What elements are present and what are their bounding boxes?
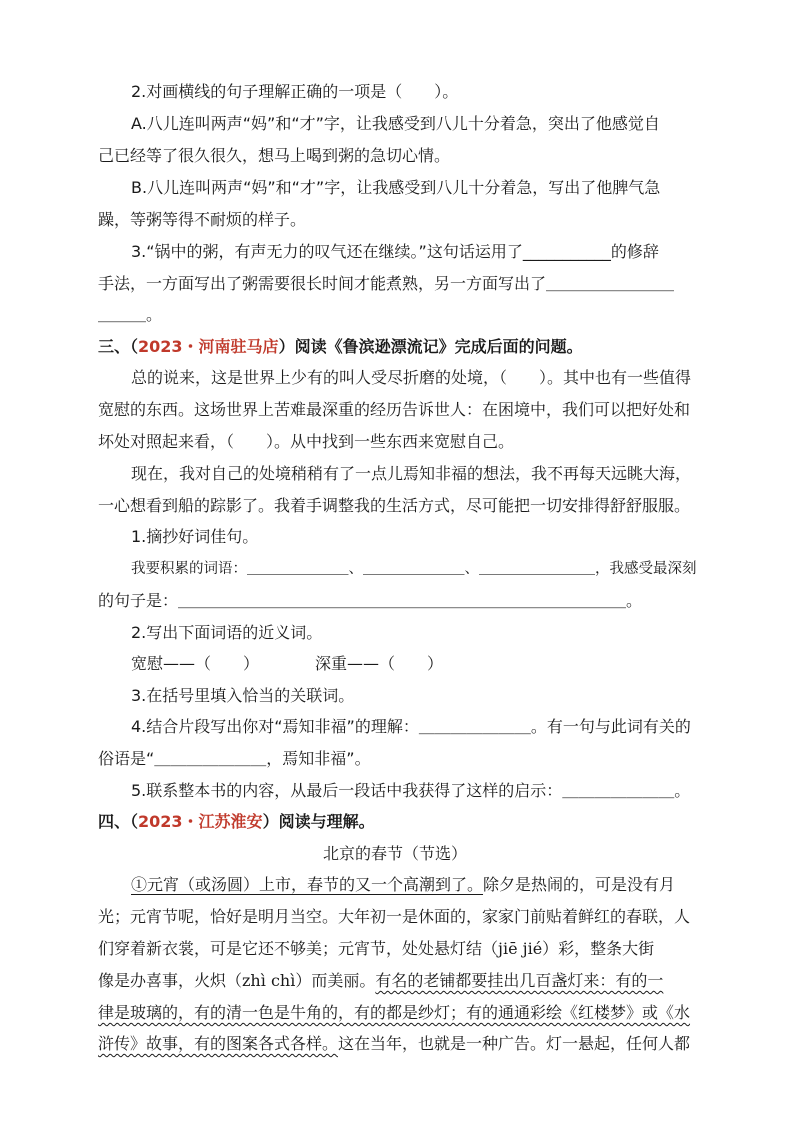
- section-4-heading: [98, 811, 375, 833]
- option-b-line-1: B.八儿连叫两声“妈”和“才”字，让我感受到八儿十分着急，写出了他脾气急: [131, 178, 661, 197]
- wavy-underlined-text: 有名的老铺都要挂出几百盏灯来：有的一: [375, 971, 664, 990]
- passage-line: [98, 1002, 690, 1024]
- wavy-underlined-text: 律是玻璃的，有的清一色是牛角的，有的都是纱灯；有的通通彩绘《红楼梦》或《水: [98, 1003, 691, 1022]
- section-3-heading: [98, 336, 583, 358]
- question-2: 2.对画横线的句子理解正确的一项是（ ）。: [131, 82, 459, 101]
- section-3-number: 三、（: [98, 337, 139, 356]
- passage-line: 像是办喜事，火炽（zhì chì）而美丽。有名的老铺都要挂出几百盏灯来：有的一: [98, 971, 664, 990]
- section-3-title: ）阅读《鲁滨逊漂流记》完成后面的问题。: [278, 337, 583, 356]
- passage-line: 坏处对照起来看，（ ）。从中找到一些东西来宽慰自己。: [98, 432, 515, 451]
- s3-question-4-line-2: 俗语是“＿＿＿＿＿＿＿，焉知非福”。: [98, 749, 371, 768]
- passage-line: 们穿着新衣裳，可是它还不够美；元宵节，处处悬灯结（jiē jié）彩，整条大街: [98, 939, 655, 958]
- option-a-line-1: A.八儿连叫两声“妈”和“才”字，让我感受到八儿十分着急，突出了他感觉自: [131, 114, 660, 133]
- passage-line: 光；元宵节呢，恰好是明月当空。大年初一是休面的，家家门前贴着鲜红的春联，人: [98, 907, 691, 926]
- passage-line: 总的说来，这是世界上少有的叫人受尽折磨的处境，（ ）。其中也有一些值得: [131, 368, 692, 387]
- passage-line: 宽慰的东西。这场世界上苦难最深重的经历告诉世人：在困境中，我们可以把好处和: [98, 400, 691, 419]
- s3-question-2-line: 宽慰——（ ） 深重——（ ）: [131, 654, 444, 673]
- s3-question-1: 1.摘抄好词佳句。: [131, 527, 259, 546]
- section-4-number: 四、（: [98, 812, 139, 831]
- passage-line: ①元宵（或汤圆）上市，春节的又一个高潮到了。除夕是热闹的，可是没有月: [131, 875, 676, 894]
- passage-line: 浒传》故事，有的图案各式各样。这在当年，也就是一种广告。灯一悬起，任何人都: [98, 1034, 691, 1053]
- option-a-line-2: 己已经等了很久很久，想马上喝到粥的急切心情。: [98, 146, 451, 165]
- s3-question-2: 2.写出下面词语的近义词。: [131, 623, 323, 642]
- section-4-source: 2023・江苏淮安: [138, 812, 263, 831]
- passage-line: 一心想看到船的踪影了。我着手调整我的生活方式，尽可能把一切安排得舒舒服服。: [98, 496, 691, 515]
- section-4-title: ）阅读与理解。: [262, 812, 375, 831]
- s3-question-5: 5.联系整本书的内容，从最后一段话中我获得了这样的启示：＿＿＿＿＿＿＿。: [131, 781, 691, 800]
- s3-question-3: 3.在括号里填入恰当的关联词。: [131, 686, 355, 705]
- question-3-line-1: 3.“锅中的粥，有声无力的叹气还在继续。”这句话运用了___________的修辞: [131, 242, 659, 261]
- underlined-sentence: ①元宵（或汤圆）上市，春节的又一个高潮到了。: [131, 875, 484, 894]
- passage-line: 现在，我对自己的处境稍稍有了一点儿焉知非福的想法，我不再每天远眺大海，: [131, 464, 692, 483]
- option-b-line-2: 躁，等粥等得不耐烦的样子。: [98, 210, 307, 229]
- section-3-source: 2023・河南驻马店: [138, 337, 279, 356]
- question-3-line-2: 手法，一方面写出了粥需要很长时间才能煮熟，另一方面写出了＿＿＿＿＿＿＿＿: [98, 274, 675, 293]
- s3-question-4-line-1: 4.结合片段写出你对“焉知非福”的理解：＿＿＿＿＿＿＿。有一句与此词有关的: [131, 717, 691, 736]
- s3-question-1-line-2: 的句子是：＿＿＿＿＿＿＿＿＿＿＿＿＿＿＿＿＿＿＿＿＿＿＿＿＿＿＿＿。: [98, 591, 643, 610]
- s3-question-1-line-1: 我要积累的词语：＿＿＿＿＿＿＿、＿＿＿＿＿＿＿、＿＿＿＿＿＿＿＿，我感受最深刻: [131, 561, 697, 577]
- question-3-line-3: ＿＿＿。: [98, 305, 163, 324]
- wavy-underlined-text: 浒传》故事，有的图案各式各样。: [98, 1034, 339, 1053]
- passage-title: 北京的春节（节选）: [323, 844, 468, 863]
